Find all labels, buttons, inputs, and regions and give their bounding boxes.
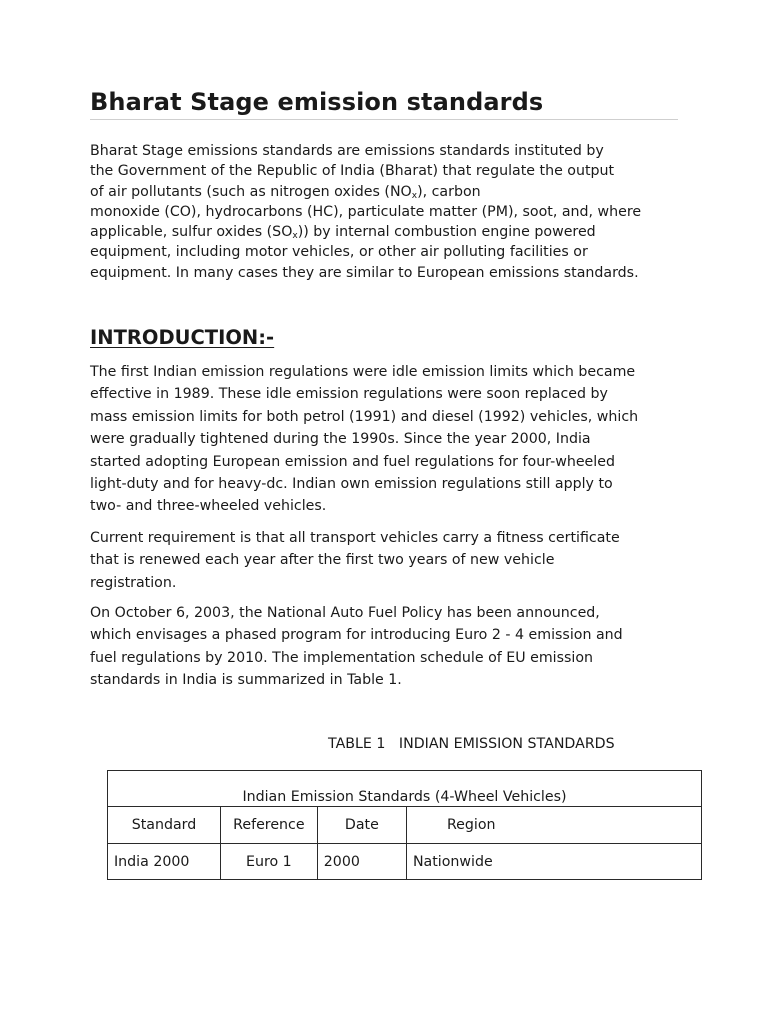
- paragraph-line: light-duty and for heavy-dc. Indian own emission regulations still apply to: [90, 476, 613, 493]
- paragraph-line: fuel regulations by 2010. The implementation schedule of EU emission: [90, 649, 594, 666]
- paragraph-line: On October 6, 2003, the National Auto Fuel Policy has been announced,: [90, 605, 600, 621]
- introduction-paragraph-3: [90, 602, 690, 692]
- cell-region: Nationwide: [406, 844, 701, 880]
- header-standard: Standard: [108, 807, 221, 844]
- paragraph-line: Current requirement is that all transport vehicles carry a fitness certificate: [90, 530, 620, 546]
- intro-line: equipment. In many cases they are similar to European emissions standards.: [90, 264, 639, 281]
- table-title-cell: Indian Emission Standards (4-Wheel Vehicles): [108, 771, 702, 807]
- cell-reference: Euro 1: [220, 844, 317, 880]
- cell-date: 2000: [317, 844, 406, 880]
- intro-line: [90, 222, 690, 242]
- introduction-paragraph-2: [90, 527, 690, 594]
- paragraph-line: which envisages a phased program for introducing Euro 2 - 4 emission and: [90, 627, 623, 644]
- header-date: Date: [317, 807, 406, 844]
- table-header-row: [108, 807, 702, 844]
- intro-line: the Government of the Republic of India (Bharat) that regulate the output: [90, 163, 615, 180]
- intro-line: monoxide (CO), hydrocarbons (HC), particulate matter (PM), soot, and, where: [90, 203, 642, 220]
- intro-line: Bharat Stage emissions standards are emissions standards instituted by: [90, 143, 604, 159]
- paragraph-line: started adopting European emission and fuel regulations for four-wheeled: [90, 453, 615, 470]
- title-underline-rule: [90, 119, 678, 120]
- table-caption: TABLE 1 INDIAN EMISSION STANDARDS: [328, 736, 615, 752]
- intro-text: )) by internal combustion engine powered: [297, 224, 596, 241]
- header-reference: Reference: [220, 807, 317, 844]
- paragraph-line: were gradually tightened during the 1990s. Since the year 2000, India: [90, 431, 591, 448]
- introduction-paragraph-1: [90, 361, 690, 518]
- paragraph-line: mass emission limits for both petrol (1991) and diesel (1992) vehicles, which: [90, 408, 639, 425]
- intro-line: [90, 182, 690, 202]
- section-heading: INTRODUCTION:-: [90, 326, 275, 349]
- table-title-row: [108, 771, 702, 807]
- table-row: [108, 844, 702, 880]
- subscript-x: x: [411, 190, 418, 201]
- intro-paragraph: [90, 141, 690, 283]
- emission-standards-table: [107, 770, 702, 880]
- intro-text: of air pollutants (such as nitrogen oxides (NO: [90, 183, 412, 200]
- paragraph-line: The first Indian emission regulations were idle emission limits which became: [90, 364, 636, 380]
- paragraph-line: that is renewed each year after the first two years of new vehicle: [90, 552, 555, 569]
- cell-standard: India 2000: [108, 844, 221, 880]
- document-title: Bharat Stage emission standards: [90, 88, 544, 116]
- paragraph-line: registration.: [90, 574, 177, 591]
- paragraph-line: standards in India is summarized in Table 1.: [90, 672, 402, 689]
- intro-line: equipment, including motor vehicles, or other air polluting facilities or: [90, 244, 588, 261]
- intro-text: ), carbon: [417, 183, 481, 200]
- intro-text: applicable, sulfur oxides (SO: [90, 224, 293, 241]
- header-region: Region: [406, 807, 701, 844]
- paragraph-line: two- and three-wheeled vehicles.: [90, 498, 327, 515]
- paragraph-line: effective in 1989. These idle emission regulations were soon replaced by: [90, 386, 608, 403]
- subscript-x: x: [292, 231, 298, 242]
